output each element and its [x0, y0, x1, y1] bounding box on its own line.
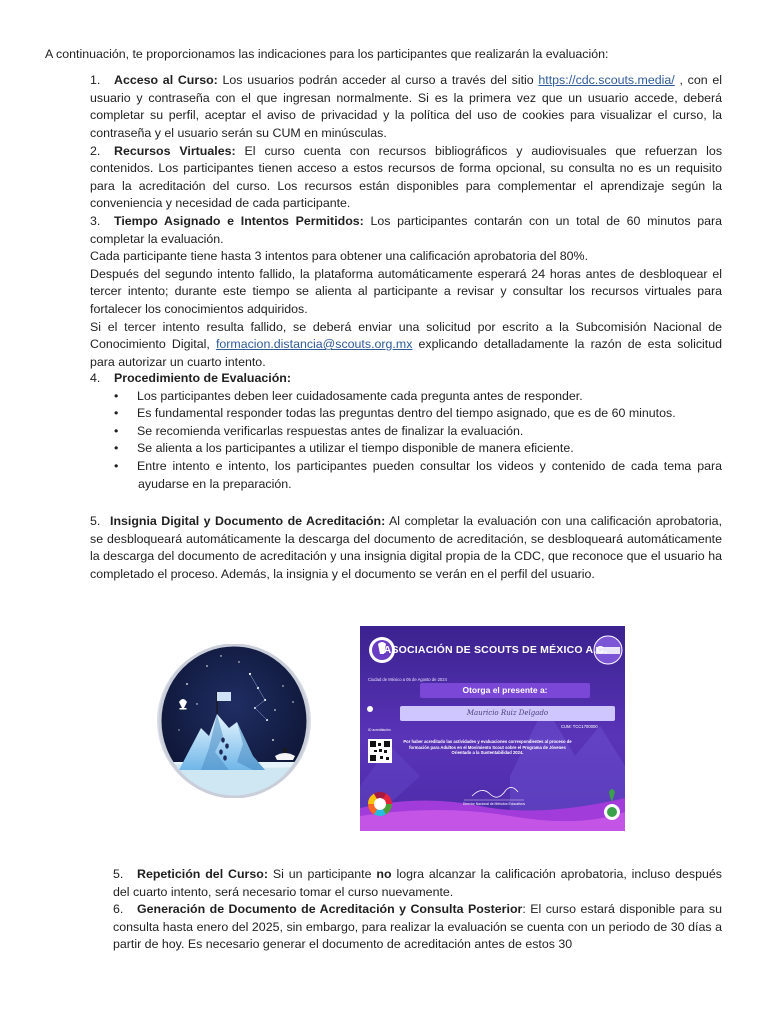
certificate-otorga: Otorga el presente a: [420, 683, 590, 698]
course-link[interactable]: https://cdc.scouts.media/ [538, 73, 675, 87]
certificate-id-label: ID acreditación [368, 728, 391, 732]
item-resources: 2. Recursos Virtuales: El curso cuenta con recursos bibliográficos y audiovisuales que refuerzan los contenidos. Los participantes tienen acceso a estos recursos de forma opcional, su consulta no es un requisito para la acreditación del curso. Los recursos están disponibles para complementar el aprendizaje según la conveniencia y necesidad de cada participante. [90, 143, 723, 211]
item-title: Tiempo Asignado e Intentos Permitidos: [114, 214, 364, 228]
list-item: • Entre intento e intento, los participantes pueden consultar los videos y contenido de cada tema para ayudarse en la preparación. [90, 458, 722, 493]
item-time-attempts: 3. Tiempo Asignado e Intentos Permitidos: Los participantes contarán con un total de 60 minutos para completar la evaluación. Cada participante tiene hasta 3 intentos para obtener una calificación aprobatoria del 80%. Después del segundo intento fallido, la plataforma automáticamente esperará 24 horas antes de desbloquear el tercer intento; durante este tiempo se alienta al participante a revisar y consultar los recursos virtuales para fortalecer los conocimientos adquiridos. Si el tercer intento resulta fallido, se deberá enviar una solicitud por escrito a la Subcomisión Nacional de Conocimiento Digital, formacion.distancia@scouts.org.mx explicando detalladamente la razón de esta solicitud para autorizar un cuarto intento. [90, 214, 723, 369]
item-access: 1. Acceso al Curso: Los usuarios podrán acceder al curso a través del sitio https://cdc.scouts.media/ , con el usuario y contraseña con el que ingresan normalmente. Si es la primera vez que un usuario accede, deberá completar su perfil, aceptar el aviso de privacidad y la política del uso de cookies para visualizar el curso, la contraseña y el usuario serán su CUM en minúsculas. [90, 73, 722, 140]
attempts-text: Cada participante tiene hasta 3 intentos para obtener una calificación aprobatoria del 80%. [90, 249, 589, 264]
item-number: 6. [113, 902, 124, 916]
badge-illustration [157, 644, 311, 798]
procedure-list [90, 388, 722, 494]
certificate-recipient: Mauricio Ruiz Delgado [466, 709, 549, 717]
item-number: 3. [90, 214, 101, 228]
item-repetition: 5. Repetición del Curso: Si un participante no logra alcanzar la calificación aprobatoria, incluso después del cuarto intento, será necesario tomar el curso nuevamente. [113, 867, 722, 899]
list-item: • Se recomienda verificarlas respuestas antes de finalizar la evaluación. [90, 423, 722, 441]
item-document-generation: 6. Generación de Documento de Acreditación y Consulta Posterior: El curso estará disponible para su consulta hasta enero del 2025, sin embargo, para realizar la evaluación se cuenta con un periodo de 30 días a partir de hoy. Es necesario generar el documento de acreditación antes de estos 30 [113, 902, 722, 952]
item-title: Procedimiento de Evaluación: [114, 371, 291, 385]
intro-text: A continuación, te proporcionamos las indicaciones para los participantes que realizarán la evaluación: [45, 47, 609, 61]
certificate-name-box [400, 706, 615, 721]
digital-badge-image [157, 644, 311, 798]
certificate-date: Ciudad de México a 05 de Agosto de 2024 [368, 677, 447, 682]
list-item: • Se alienta a los participantes a utilizar el tiempo disponible de manera eficiente. [90, 440, 722, 458]
list-item: • Los participantes deben leer cuidadosamente cada pregunta antes de responder. [90, 388, 722, 406]
item-number: 4. [90, 371, 101, 385]
item-title: Generación de Documento de Acreditación y Consulta Posterior [137, 902, 523, 916]
item-title: Insignia Digital y Documento de Acreditación: [110, 514, 386, 528]
wait-text: Después del segundo intento fallido, la plataforma automáticamente esperará 24 horas antes de desbloquear el tercer intento; durante este tiempo se alienta al participante a revisar y consultar los recursos virtuales para fortalecer los conocimientos adquiridos. [90, 266, 722, 316]
certificate-cum: CUM: TCC1700000 [561, 724, 598, 729]
item-title: Recursos Virtuales: [114, 143, 236, 158]
item-badge-document: 5. Insignia Digital y Documento de Acreditación: Al completar la evaluación con una calificación aprobatoria, se desbloqueará automáticamente la descarga del documento de acreditación, se desbloqueará automáticamente la descarga del documento de acreditación y una insignia digital propia de la CDC, que reconoce que el usuario ha completado el proceso. Además, la insignia y el documento se verán en el perfil del usuario. [90, 514, 723, 581]
list-item: • Es fundamental responder todas las preguntas dentro del tiempo asignado, que es de 60 minutos. [90, 405, 722, 423]
email-link[interactable]: formacion.distancia@scouts.org.mx [215, 337, 413, 352]
certificate-body: Por haber acreditado las actividades y evaluaciones correspondientes al proceso de formación para Adultos en el Movimiento Scout sobre el Programa de Jóvenes Orientado a la Sustentabilidad 2024. [403, 739, 572, 755]
item-number: 1. [90, 73, 101, 87]
item-number: 2. [90, 143, 101, 158]
item-procedure [90, 370, 722, 493]
certificate-image [360, 626, 625, 831]
certificate-signature-title: Director Nacional de Métodos Educativos [462, 802, 526, 806]
item-title: Acceso al Curso: [114, 73, 218, 87]
certificate-org-title: ASOCIACIÓN DE SCOUTS DE MÉXICO A.C. [383, 644, 608, 656]
item-title: Repetición del Curso: [137, 867, 268, 881]
item-number: 5. [113, 867, 124, 881]
item-number: 5. [90, 514, 101, 528]
